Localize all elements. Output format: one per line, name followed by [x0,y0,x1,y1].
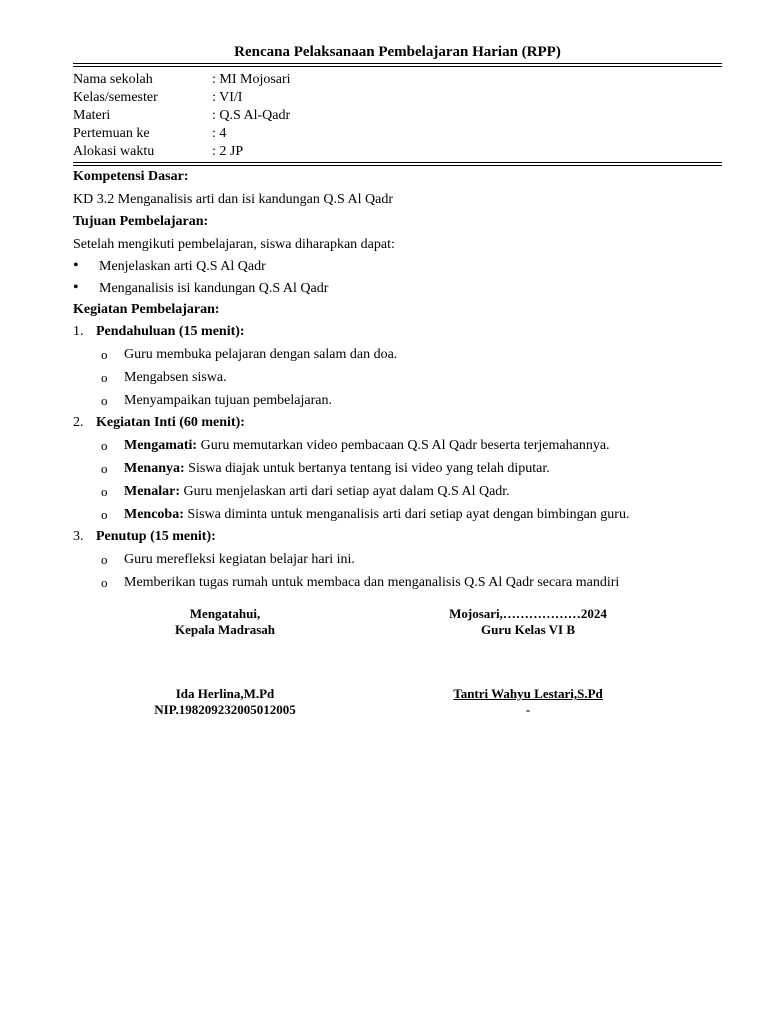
signature-space [95,638,355,686]
list-item-keyword: Mengamati: [124,438,198,453]
list-item-text: Mengabsen siswa. [124,370,227,385]
signature-principal [95,606,355,718]
info-label: Alokasi waktu [73,144,155,159]
signature-place-date: Mojosari,………………2024 [449,606,607,621]
info-double-rule [73,162,722,166]
bullet-icon: • [73,279,79,296]
circle-bullet-icon: o [101,507,108,522]
section-title: Kegiatan Inti (60 menit): [96,415,245,430]
info-label: Materi [73,108,111,123]
info-value: : Q.S Al-Qadr [212,108,291,123]
signature-role: Guru Kelas VI B [480,622,576,637]
pendahuluan-list [73,345,722,411]
info-table [73,71,722,161]
circle-bullet-icon: o [101,461,108,476]
circle-bullet-icon: o [101,393,108,408]
circle-bullet-icon: o [101,347,108,362]
info-row [73,107,722,125]
list-item [73,391,722,411]
info-row [73,125,722,143]
info-value: : VI/I [212,90,243,105]
list-item-content [124,459,550,479]
section-number: 1. [73,324,84,339]
list-item [73,459,722,479]
info-value: : MI Mojosari [212,72,291,87]
list-item-text: Guru merefleksi kegiatan belajar hari ini. [124,552,355,567]
circle-bullet-icon: o [101,552,108,567]
info-row [73,71,722,89]
section-number: 3. [73,529,84,544]
section-number: 2. [73,415,84,430]
info-value: : 4 [212,126,227,141]
circle-bullet-icon: o [101,370,108,385]
circle-bullet-icon: o [101,438,108,453]
kegiatan-section-penutup [73,527,722,547]
document-page [73,42,722,593]
signature-role: Kepala Madrasah [174,622,276,637]
kegiatan-section-inti [73,413,722,433]
info-row [73,143,722,161]
title-double-rule [73,63,722,67]
list-item-keyword: Mencoba: [124,507,184,522]
list-item-content [124,482,510,502]
list-item [73,482,722,502]
signature-name: Tantri Wahyu Lestari,S.Pd [453,686,603,701]
document-title: Rencana Pelaksanaan Pembelajaran Harian (RPP) [234,44,561,60]
list-item-text: Menjelaskan arti Q.S Al Qadr [99,259,266,274]
section-title: Penutup (15 menit): [96,529,216,544]
list-item-text: Guru memutarkan video pembacaan Q.S Al Qadr beserta terjemahannya. [200,438,610,453]
list-item-content [124,436,610,456]
signature-teacher [398,606,658,718]
list-item-text: Menyampaikan tujuan pembelajaran. [124,393,332,408]
list-item-text: Siswa diminta untuk menganalisis arti dari setiap ayat dengan bimbingan guru. [187,507,630,522]
tujuan-list [73,257,722,299]
circle-bullet-icon: o [101,484,108,499]
list-item-content [124,505,629,525]
circle-bullet-icon: o [101,575,108,590]
inti-list [73,436,722,525]
info-label: Kelas/semester [73,90,158,105]
list-item-keyword: Menanya: [124,461,185,476]
kegiatan-section-pendahuluan [73,322,722,342]
signature-id: NIP.198209232005012005 [154,702,296,717]
signature-line1: Mengatahui, [189,606,261,621]
list-item-keyword: Menalar: [124,484,180,499]
info-label: Nama sekolah [73,72,153,87]
list-item-text: Guru menjelaskan arti dari setiap ayat dalam Q.S Al Qadr. [183,484,510,499]
list-item [73,505,722,525]
list-item [73,279,722,299]
list-item [73,368,722,388]
list-item-text: Siswa diajak untuk bertanya tentang isi video yang telah diputar. [188,461,550,476]
signature-name: Ida Herlina,M.Pd [175,686,275,701]
tujuan-intro: Setelah mengikuti pembelajaran, siswa diharapkan dapat: [73,237,395,252]
list-item [73,573,722,593]
signature-space [398,638,658,686]
section-title: Pendahuluan (15 menit): [96,324,245,339]
list-item-text: Memberikan tugas rumah untuk membaca dan menganalisis Q.S Al Qadr secara mandiri [124,575,620,590]
tujuan-heading: Tujuan Pembelajaran: [73,214,209,229]
kompetensi-text: KD 3.2 Menganalisis arti dan isi kandungan Q.S Al Qadr [73,192,394,207]
bullet-icon: • [73,257,79,274]
list-item [73,257,722,277]
kompetensi-heading: Kompetensi Dasar: [73,169,189,184]
list-item-text: Guru membuka pelajaran dengan salam dan doa. [124,347,398,362]
list-item [73,345,722,365]
signature-id: - [525,702,531,717]
list-item [73,436,722,456]
info-row [73,89,722,107]
kegiatan-heading: Kegiatan Pembelajaran: [73,302,220,317]
info-label: Pertemuan ke [73,126,150,141]
info-value: : 2 JP [212,144,244,159]
list-item-text: Menganalisis isi kandungan Q.S Al Qadr [99,281,329,296]
list-item [73,550,722,570]
penutup-list [73,550,722,593]
